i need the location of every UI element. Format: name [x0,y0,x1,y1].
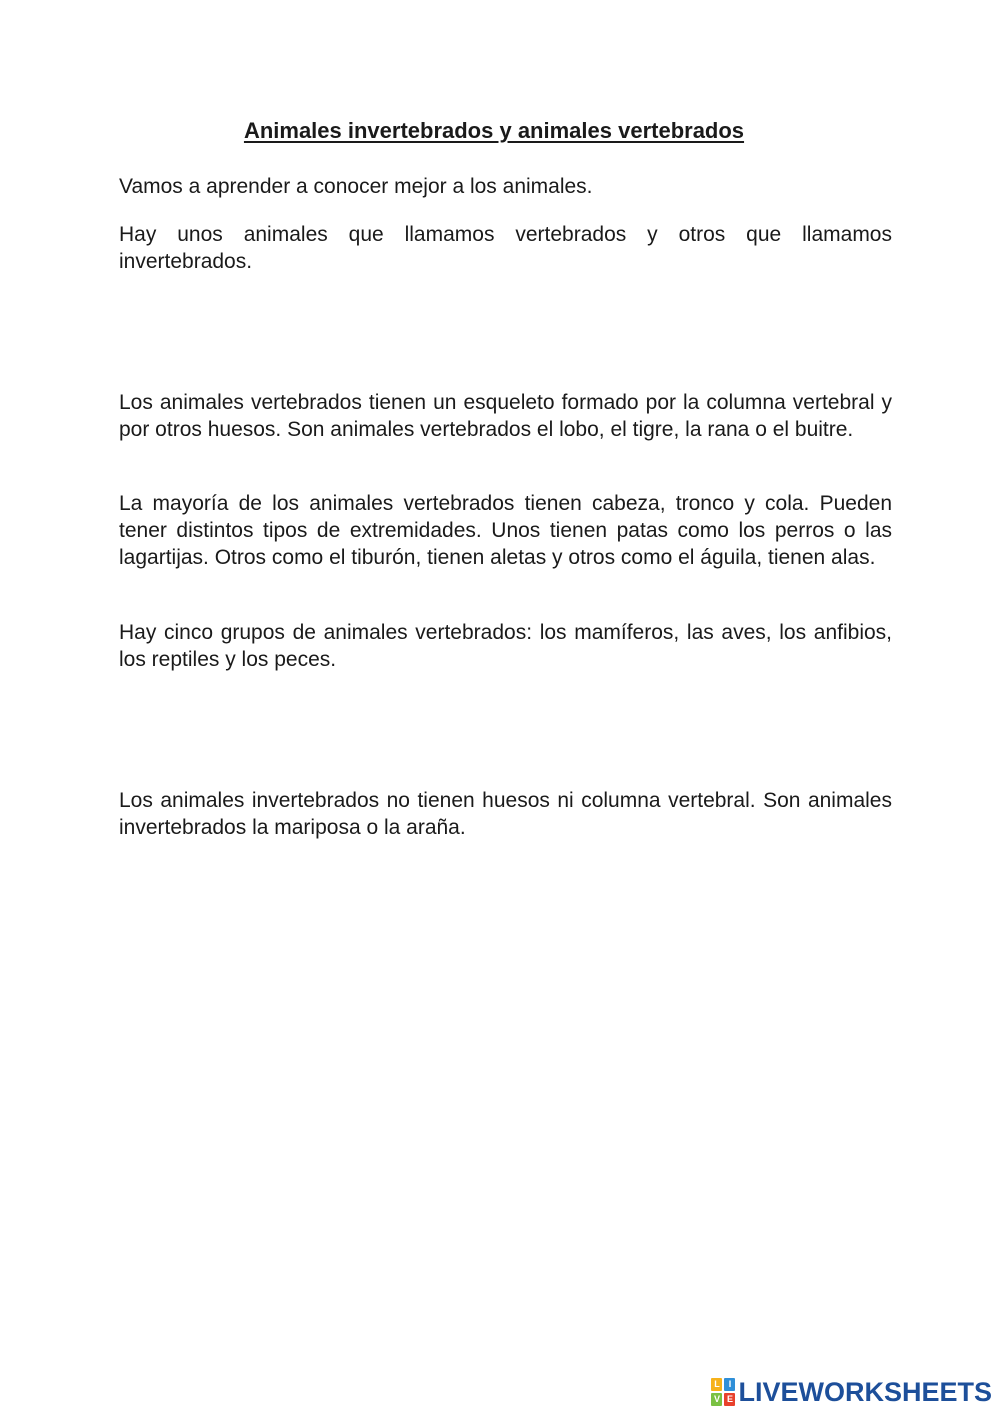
liveworksheets-logo-icon [711,1378,735,1406]
vertebrates-paragraph: Los animales vertebrados tienen un esqueleto formado por la columna vertebral y por otros huesos. Son animales vertebrados el lobo, el tigre, la rana o el buitre. [119,391,892,441]
brand-name: LIVEWORKSHEETS [738,1376,992,1407]
vertebrate-groups-paragraph: Hay cinco grupos de animales vertebrados: los mamíferos, las aves, los anfibios, los reptiles y los peces. [119,621,892,671]
logo-letter: V [711,1393,722,1406]
logo-letter: I [724,1378,735,1391]
intro-paragraph: Vamos a aprender a conocer mejor a los animales. [119,175,593,198]
logo-letter: L [711,1378,722,1391]
page-title: Animales invertebrados y animales vertebrados [243,118,745,143]
definition-paragraph: Hay unos animales que llamamos vertebrados y otros que llamamos invertebrados. [119,223,892,273]
vertebrates-body-paragraph: La mayoría de los animales vertebrados tienen cabeza, tronco y cola. Pueden tener distintos tipos de extremidades. Unos tienen patas como los perros o las lagartijas. Otros como el tiburón, tienen aletas y otros como el águila, tienen alas. [119,492,892,569]
invertebrates-paragraph: Los animales invertebrados no tienen huesos ni columna vertebral. Son animales invertebrados la mariposa o la araña. [119,789,892,839]
logo-letter: E [724,1393,735,1406]
liveworksheets-brand [711,1377,992,1407]
